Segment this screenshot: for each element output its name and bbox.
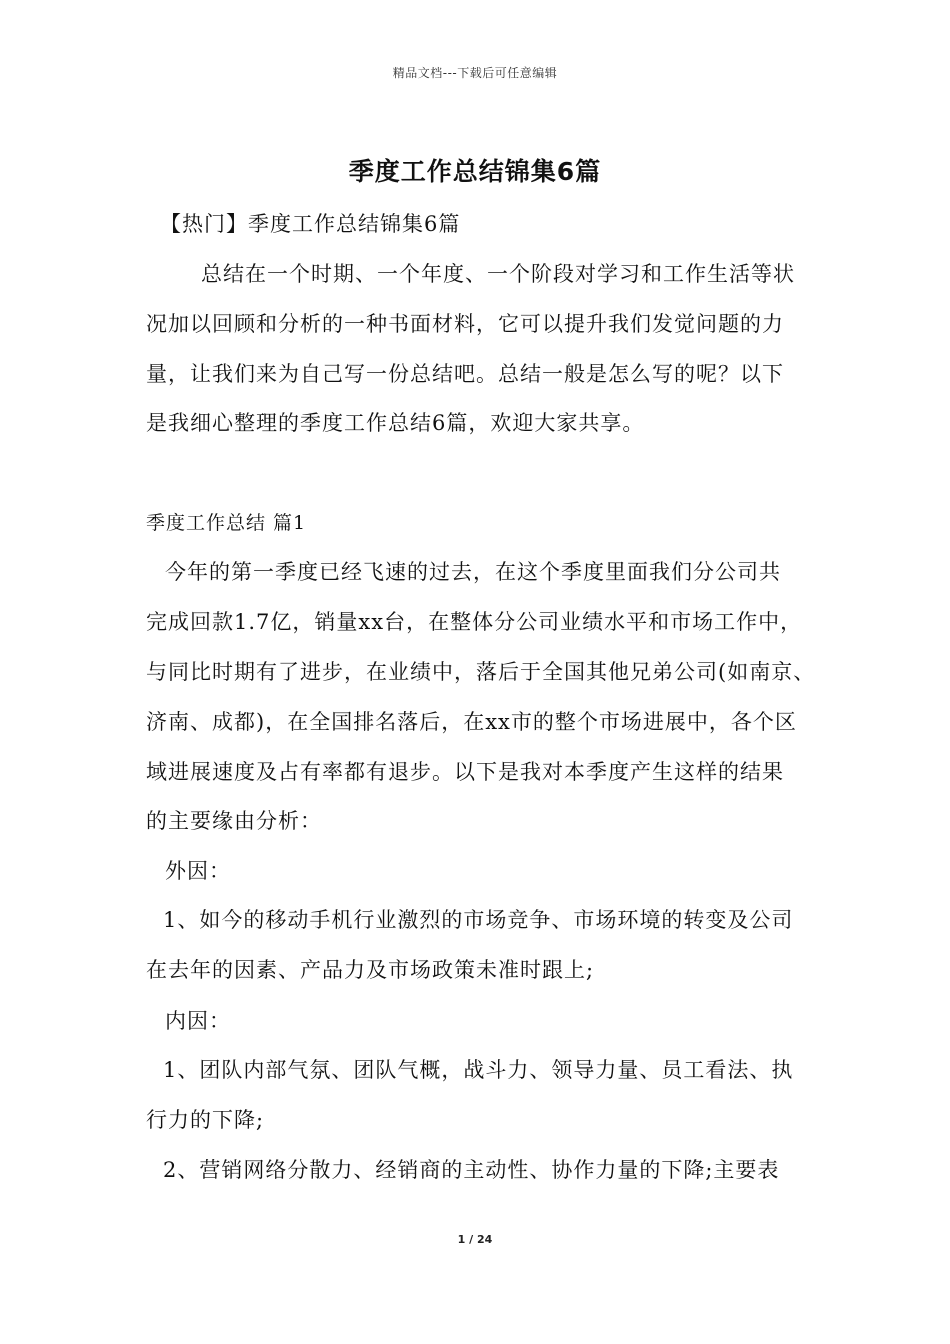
page-number: 1 / 24 [457,1233,493,1246]
list-item-continuation: 行力的下降; [146,1108,265,1132]
list-item: 1、如今的移动手机行业激烈的市场竞争、市场环境的转变及公司 [163,908,794,932]
subtitle-line: 【热门】季度工作总结锦集6篇 [160,212,461,236]
paragraph-line: 完成回款1.7亿，销量xx台，在整体分公司业绩水平和市场工作中， [146,610,803,634]
section-heading: 季度工作总结 篇1 [146,512,307,534]
page-title: 季度工作总结锦集6篇 [348,157,602,186]
intro-line: 是我细心整理的季度工作总结6篇，欢迎大家共享。 [146,411,645,435]
paragraph-line: 济南、成都)，在全国排名落后，在xx市的整个市场进展中，各个区 [146,710,797,734]
list-item-continuation: 在去年的因素、产品力及市场政策未准时跟上; [146,958,595,982]
paragraph-line: 与同比时期有了进步，在业绩中，落后于全国其他兄弟公司(如南京、 [146,660,816,684]
list-item: 1、团队内部气氛、团队气概，战斗力、领导力量、员工看法、执 [163,1058,794,1082]
subheading-internal: 内因： [165,1009,231,1033]
list-item: 2、营销网络分散力、经销商的主动性、协作力量的下降;主要表 [163,1158,780,1182]
intro-line: 况加以回顾和分析的一种书面材料，它可以提升我们发觉问题的力 [146,312,784,336]
intro-line: 总结在一个时期、一个年度、一个阶段对学习和工作生活等状 [201,262,795,286]
paragraph-line: 域进展速度及占有率都有退步。以下是我对本季度产生这样的结果 [146,760,784,784]
subheading-external: 外因： [165,859,231,883]
intro-line: 量，让我们来为自己写一份总结吧。总结一般是怎么写的呢？以下 [146,362,784,386]
header-note: 精品文档---下载后可任意编辑 [392,66,558,80]
paragraph-line: 今年的第一季度已经飞速的过去，在这个季度里面我们分公司共 [165,560,781,584]
paragraph-line: 的主要缘由分析： [146,809,322,833]
